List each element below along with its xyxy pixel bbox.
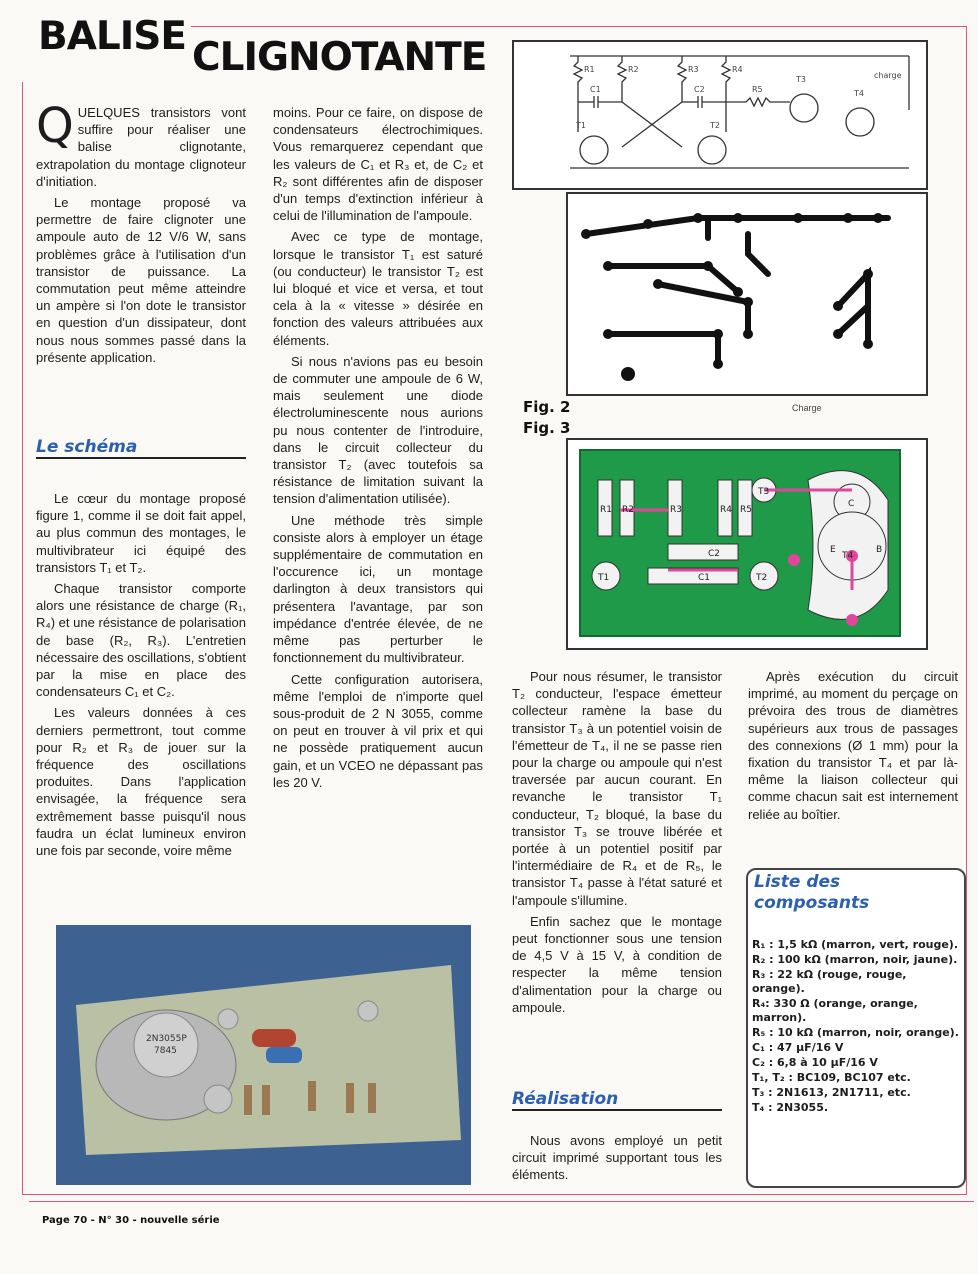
pcb-label-r5: R5 bbox=[740, 505, 752, 515]
paragraph: Chaque transistor comporte alors une résistance de charge (R₁, R₄) et une résistance de polarisation de base (R₂, R₃). L'entretien nécessaire des oscillations, s'obtient par la mise en place des condensateurs C₁ et C₂. bbox=[36, 581, 246, 700]
pcb-label-b: B bbox=[876, 545, 883, 555]
page-frame-right bbox=[966, 26, 967, 1194]
column-4 bbox=[748, 668, 958, 827]
title-balise: BALISE bbox=[38, 14, 187, 59]
pcb-label-t3: T3 bbox=[758, 487, 770, 497]
pcb-label-r1: R1 bbox=[600, 505, 612, 515]
schem-label-c1: C1 bbox=[590, 85, 601, 94]
drop-cap: Q bbox=[36, 98, 74, 154]
schem-label-r1: R1 bbox=[584, 65, 595, 74]
schem-label-r5: R5 bbox=[752, 85, 763, 94]
paragraph: Si nous n'avions pas eu besoin de commuter une ampoule de 6 W, mais seulement une diode électroluminescente nous aurions pu nous contenter de l'introduire, dans le circuit collecteur du transistor T₂ (avec toutefois sa résistance de limitation suivant la tension d'alimentation utilisée). bbox=[273, 353, 483, 507]
fig2-pcb-copper bbox=[566, 192, 928, 396]
schem-label-r4: R4 bbox=[732, 65, 743, 74]
schem-label-r3: R3 bbox=[688, 65, 699, 74]
column-1 bbox=[36, 98, 246, 370]
section-heading-schema: Le schéma bbox=[36, 437, 246, 459]
fig1-schematic bbox=[512, 40, 928, 190]
pcb-label-c: C bbox=[848, 499, 855, 509]
paragraph: Cette configuration autorisera, même l'emploi de n'importe quel sous-produit de 2 N 3055, comme on peut en trouver à vil prix et qui ne possède pratiquement aucun gain, et un VCEO ne dépassant pas les 20 V. bbox=[273, 671, 483, 790]
schem-label-charge: charge bbox=[874, 71, 902, 80]
page-frame-bottom bbox=[22, 1194, 967, 1195]
component-item: R₃ : 22 kΩ (rouge, rouge, orange). bbox=[752, 968, 907, 995]
paragraph: Nous avons employé un petit circuit imprimé supportant tous les éléments. bbox=[512, 1133, 722, 1183]
photo-chip-line1: 2N3055P bbox=[146, 1034, 187, 1044]
column-2 bbox=[273, 104, 483, 795]
pcb-label-t2: T2 bbox=[756, 573, 768, 583]
fig3-pcb-components bbox=[566, 438, 928, 650]
intro-paragraph bbox=[36, 98, 246, 190]
pcb-label-c2: C2 bbox=[708, 549, 721, 559]
schematic-drawing bbox=[514, 42, 926, 188]
component-item: T₃ : 2N1613, 2N1711, etc. bbox=[752, 1086, 911, 1099]
pcb-label-r3: R3 bbox=[670, 505, 682, 515]
schem-label-t2: T2 bbox=[710, 121, 720, 130]
component-item: R₂ : 100 kΩ (marron, noir, jaune). bbox=[752, 953, 958, 966]
schem-label-t1: T1 bbox=[576, 121, 586, 130]
pcb-label-r2: R2 bbox=[622, 505, 634, 515]
paragraph: Le cœur du montage proposé figure 1, comme il se doit fait appel, au plus commun des montages, le multivibrateur ici équipé des transistors T₁ et T₂. bbox=[36, 491, 246, 575]
paragraph: Les valeurs données à ces derniers permettront, tout comme pour R₂ et R₃ de jouer sur la fréquence des oscillations produites. Dans l'application envisagée, la fréquence sera extrêmement basse puisqu'il nous faudra un éclat lumineux environ une fois par seconde, voire même bbox=[36, 705, 246, 859]
paragraph: Après exécution du circuit imprimé, au moment du perçage on prévoira des trous de diamètres supérieurs aux trous de passages des connexions (Ø 1 mm) pour la fixation du transistor T₄ et par là-même la liaison collecteur qui comme chacun sait est internement reliée au boîtier. bbox=[748, 669, 958, 822]
component-item: T₁, T₂ : BC109, BC107 etc. bbox=[752, 1071, 911, 1084]
photo-chip-line2: 7845 bbox=[154, 1046, 177, 1056]
schem-label-t4: T4 bbox=[854, 89, 864, 98]
components-heading: Liste des composants bbox=[754, 872, 870, 913]
fig3-charge-label: Charge bbox=[792, 403, 822, 413]
column-1-lower bbox=[36, 490, 246, 863]
paragraph: Le montage proposé va permettre de faire clignoter une ampoule auto de 12 V/6 W, sans problèmes grâce à l'utilisation d'un transistor de puissance. La commutation peut même atteindre un ampère si l'on dote le transistor en question d'un dissipateur, dont nous nous sommes passé dans la présente application. bbox=[36, 195, 246, 365]
photo-drawing bbox=[56, 925, 471, 1185]
paragraph: Pour nous résumer, le transistor T₂ conducteur, l'espace émetteur collecteur ramène la base du transistor T₃ à un potentiel voisin de l'émetteur de T₄, il ne se passe rien pour la charge ou ampoule qui n'est traversée par aucun courant. En revanche le transistor T₁ conducteur, T₂ bloqué, la base du transistor T₃ se trouve libérée et portée à un potentiel positif par l'intermédiaire de R₄ et de R₅, le transistor T₄ passe à l'état saturé et l'ampoule s'illumine. bbox=[512, 669, 722, 908]
fig2-label: Fig. 2 bbox=[523, 398, 571, 416]
component-item: T₄ : 2N3055. bbox=[752, 1101, 829, 1114]
component-item: R₄: 330 Ω (orange, orange, marron). bbox=[752, 997, 918, 1024]
paragraph: moins. Pour ce faire, on dispose de condensateurs électrochimiques. Vous remarquerez cependant que les valeurs de C₁ et R₃ et, de C₂ et R₂ sont différentes afin de disposer d'un temps d'extinction inférieur à celui de l'illumination de l'ampoule. bbox=[273, 105, 483, 224]
page-frame-top bbox=[191, 26, 966, 27]
pcb-label-e: E bbox=[830, 545, 836, 555]
circuit-photo bbox=[56, 925, 471, 1185]
paragraph: Avec ce type de montage, lorsque le transistor T₁ est saturé (ou conducteur) le transistor T₂ est lui bloqué et vice et versa, et tout cela à la « vitesse » désirée en fonction des valeurs attribuées aux éléments. bbox=[273, 229, 483, 348]
page-footer: Page 70 - N° 30 - nouvelle série bbox=[42, 1215, 220, 1226]
section-heading-realisation: Réalisation bbox=[512, 1089, 722, 1111]
schem-label-r2: R2 bbox=[628, 65, 639, 74]
components-list bbox=[752, 938, 962, 1116]
column-3 bbox=[512, 668, 722, 1020]
paragraph: Une méthode très simple consiste alors à employer un étage supplémentaire de commutation en l'occurence ici, un montage darlington à deux transistors qui présentera l'avantage, par son impédance d'entrée élevée, de ne même pas perturber le fonctionnement du multivibrateur. bbox=[273, 512, 483, 666]
schem-label-t3: T3 bbox=[796, 75, 806, 84]
component-item: R₁ : 1,5 kΩ (marron, vert, rouge). bbox=[752, 938, 958, 951]
pcb-label-t4: T4 bbox=[842, 551, 854, 561]
component-item: R₅ : 10 kΩ (marron, noir, orange). bbox=[752, 1026, 959, 1039]
paragraph: Enfin sachez que le montage peut fonctionner sous une tension de 4,5 V à 15 V, à condition de respecter la même tension d'alimentation pour la charge ou ampoule. bbox=[512, 913, 722, 1015]
pcb-label-c1: C1 bbox=[698, 573, 711, 583]
intro-text: UELQUES transistors vont suffire pour réaliser une balise clignotante, extrapolation du montage clignoteur d'initiation. bbox=[36, 105, 246, 189]
schem-label-c2: C2 bbox=[694, 85, 705, 94]
page-frame-inner-bottom bbox=[29, 1201, 974, 1202]
page-frame-left bbox=[22, 82, 23, 1194]
title-clignotante: CLIGNOTANTE bbox=[192, 35, 487, 80]
pcb-traces-drawing bbox=[568, 194, 926, 394]
column-3-lower bbox=[512, 1132, 722, 1188]
component-item: C₁ : 47 µF/16 V bbox=[752, 1041, 844, 1054]
pcb-green-drawing bbox=[568, 440, 926, 648]
fig3-label: Fig. 3 bbox=[523, 419, 571, 437]
pcb-label-r4: R4 bbox=[720, 505, 732, 515]
component-item: C₂ : 6,8 à 10 µF/16 V bbox=[752, 1056, 878, 1069]
pcb-label-t1: T1 bbox=[598, 573, 610, 583]
